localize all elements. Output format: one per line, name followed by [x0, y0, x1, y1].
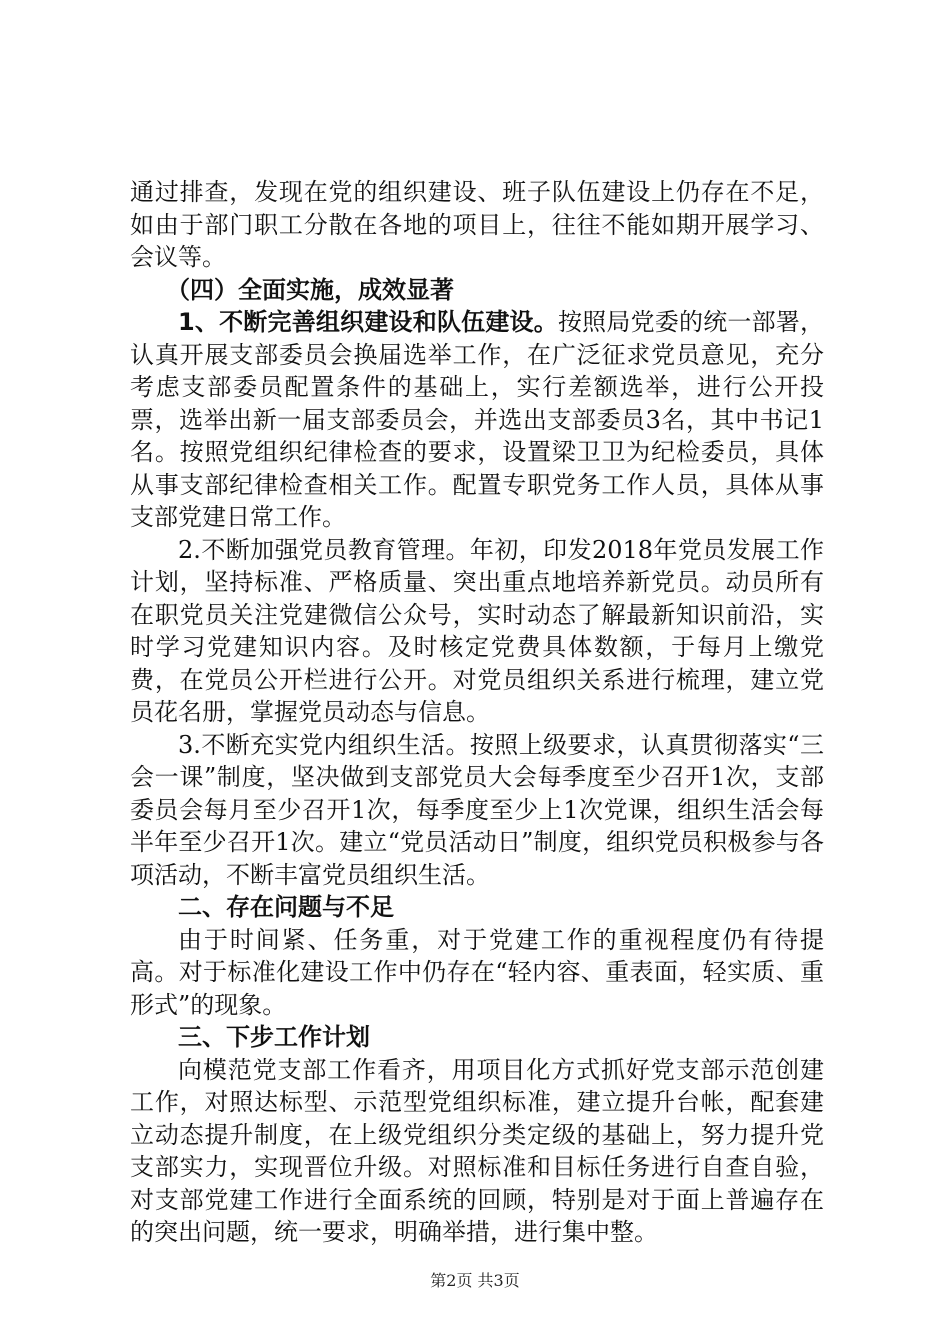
paragraph-organization-building [130, 306, 824, 534]
heading-next-plan: 三、下步工作计划 [178, 1023, 370, 1051]
paragraph-investigation: 通过排查，发现在党的组织建设、班子队伍建设上仍存在不足，如由于部门职工分散在各地的项目上，往往不能如期开展学习、会议等。 [130, 178, 824, 271]
heading-section-four: （四）全面实施，成效显著 [166, 275, 454, 304]
page-number-footer: 第2页 共3页 [430, 1271, 520, 1290]
paragraph-problems: 由于时间紧、任务重，对于党建工作的重视程度仍有待提高。对于标准化建设工作中仍存在“轻内容、重表面，轻实质、重形式”的现象。 [130, 925, 824, 1019]
paragraph-next-plan: 向模范党支部工作看齐，用项目化方式抓好党支部示范创建工作，对照达标型、示范型党组织标准，建立提升台帐，配套建立动态提升制度，在上级党组织分类定级的基础上，努力提升党支部实力，实现晋位升级。对照标准和目标任务进行自查自验，对支部党建工作进行全面系统的回顾，特别是对于面上普遍存在的突出问题，统一要求，明确举措，进行集中整。 [130, 1055, 824, 1246]
heading-problems: 二、存在问题与不足 [178, 893, 394, 921]
document-body [130, 176, 824, 1249]
paragraph-organizational-life: 3.不断充实党内组织生活。按照上级要求，认真贯彻落实“三会一课”制度，坚决做到支部党员大会每季度至少召开1次，支部委员会每月至少召开1次，每季度至少上1次党课，组织生活会每半年至少召开1次。建立“党员活动日”制度，组织党员积极参与各项活动，不断丰富党员组织生活。 [130, 730, 824, 889]
paragraph-member-education: 2.不断加强党员教育管理。年初，印发2018年党员发展工作计划，坚持标准、严格质量、突出重点地培养新党员。动员所有在职党员关注党建微信公众号，实时动态了解最新知识前沿，实时学习党建知识内容。及时核定党费具体数额，于每月上缴党费，在党员公开栏进行公开。对党员组织关系进行梳理，建立党员花名册，掌握党员动态与信息。 [130, 535, 824, 726]
paragraph-lead-organization: 1、不断完善组织建设和队伍建设。 [178, 308, 558, 336]
paragraph-body-organization: 按照局党委的统一部署，认真开展支部委员会换届选举工作，在广泛征求党员意见，充分考虑支部委员配置条件的基础上，实行差额选举，进行公开投票，选举出新一届支部委员会，并选出支部委员3名，其中书记1名。按照党组织纪律检查的要求，设置梁卫卫为纪检委员，具体从事支部纪律检查相关工作。配置专职党务工作人员，具体从事支部党建日常工作。 [130, 308, 825, 531]
